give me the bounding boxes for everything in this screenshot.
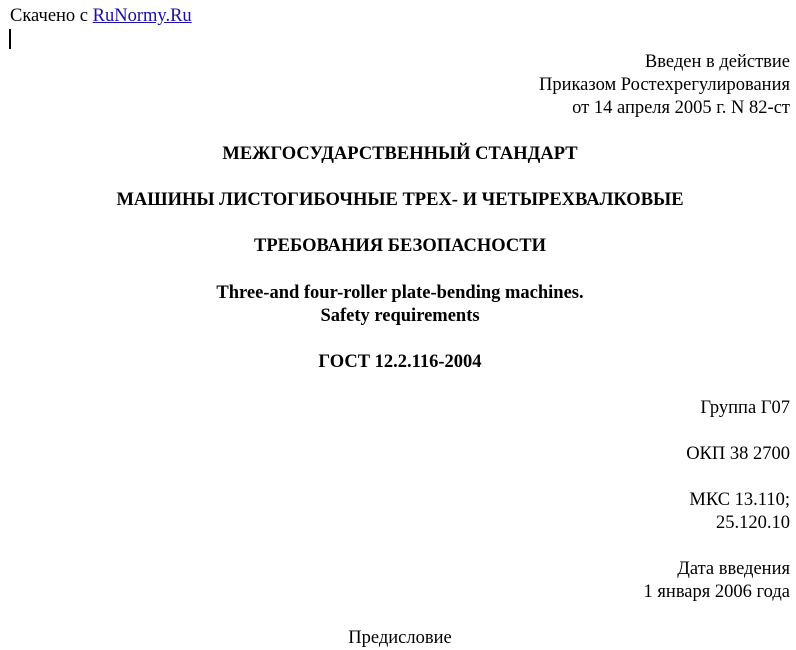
mks-code-line-2: 25.120.10 (716, 513, 790, 533)
foreword-heading: Предисловие (348, 628, 452, 648)
runormy-link[interactable]: RuNormy.Ru (92, 6, 192, 26)
standard-title-en-line-1: Three-and four-roller plate-bending machines. (216, 283, 584, 303)
enactment-line-2: Приказом Ростехрегулирования (538, 75, 790, 95)
standard-title-en-line-2: Safety requirements (320, 306, 480, 326)
text-cursor (9, 29, 11, 49)
download-prefix: Скачено с (10, 6, 89, 26)
okp-code: ОКП 38 2700 (686, 444, 790, 464)
standard-subtitle-ru: ТРЕБОВАНИЯ БЕЗОПАСНОСТИ (253, 236, 546, 256)
group-code: Группа Г07 (700, 398, 790, 418)
standard-type-heading: МЕЖГОСУДАРСТВЕННЫЙ СТАНДАРТ (222, 144, 578, 164)
standard-title-ru: МАШИНЫ ЛИСТОГИБОЧНЫЕ ТРЕХ- И ЧЕТЫРЕХВАЛКОВЫЕ (116, 190, 684, 210)
intro-date-value: 1 января 2006 года (643, 582, 790, 602)
standard-code: ГОСТ 12.2.116-2004 (318, 352, 482, 372)
enactment-line-1: Введен в действие (644, 52, 790, 72)
download-source-line (10, 5, 192, 28)
mks-code-line-1: МКС 13.110; (689, 490, 790, 510)
enactment-line-3: от 14 апреля 2005 г. N 82-ст (572, 98, 790, 118)
intro-date-label: Дата введения (677, 559, 790, 579)
